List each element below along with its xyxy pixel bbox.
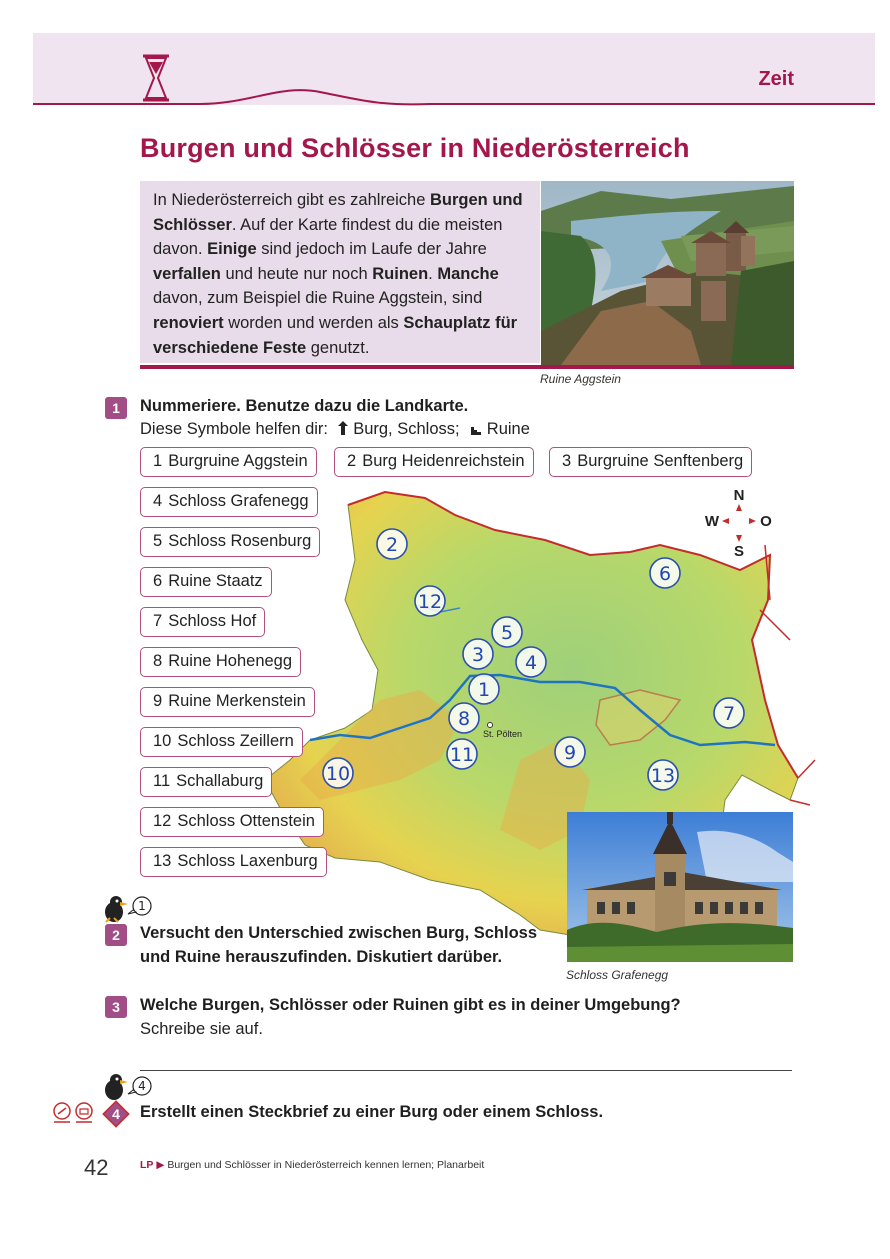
map-marker-number: 11 [449, 744, 475, 766]
castle-item-number: 5 [153, 532, 163, 550]
intro-highlight: Burgen und Schlösser [153, 191, 523, 234]
castle-item[interactable] [140, 807, 324, 837]
aggstein-caption: Ruine Aggstein [540, 372, 621, 386]
castle-item-label: Burg Heidenreichstein [362, 452, 525, 470]
castle-item[interactable] [140, 527, 320, 557]
castle-item[interactable] [140, 567, 272, 597]
castle-item-label: Schloss Grafenegg [168, 492, 309, 510]
castle-item-number: 11 [153, 772, 171, 790]
map-marker-number: 13 [650, 765, 676, 787]
footer-arrow-icon: ▶ [156, 1159, 165, 1171]
intro-segment: davon, zum Beispiel die Ruine Aggstein, sind [153, 289, 483, 308]
group-work-icon [50, 1100, 100, 1126]
castle-item-label: Burgruine Aggstein [168, 452, 308, 470]
symbols-prefix: Diese Symbole helfen dir: [140, 420, 329, 438]
city-label: St. Pölten [483, 729, 523, 739]
grafenegg-caption: Schloss Grafenegg [566, 968, 669, 982]
map-marker-number: 10 [325, 763, 351, 785]
grafenegg-photo [567, 812, 793, 962]
footer-note-text: Burgen und Schlösser in Niederösterreich kennen lernen; Planarbeit [167, 1159, 485, 1171]
castle-item-number: 9 [153, 692, 163, 710]
castle-item[interactable] [140, 607, 265, 637]
castle-item-number: 4 [153, 492, 163, 510]
page-number: 42 [84, 1155, 109, 1180]
map-marker[interactable] [516, 647, 546, 677]
intro-highlight: Schauplatz für verschiedene Feste [153, 313, 518, 357]
map-marker[interactable] [323, 758, 353, 788]
map-marker[interactable] [377, 529, 407, 559]
intro-segment: sind jedoch im Laufe der Jahre [256, 240, 487, 259]
map-marker-number: 9 [563, 742, 577, 764]
castle-item-label: Burgruine Senftenberg [577, 452, 744, 470]
map-marker-number: 1 [477, 679, 491, 701]
task-2-badge: 2 [105, 924, 127, 946]
intro-highlight: renoviert [153, 313, 224, 332]
footer-lp-label: LP [140, 1159, 154, 1171]
intro-segment: . Auf der Karte findest du die meisten davon. [153, 215, 503, 259]
intro-segment: . [428, 264, 438, 283]
task-2-bubble-number: 1 [138, 899, 146, 913]
map-marker[interactable] [714, 698, 744, 728]
castle-item-number: 6 [153, 572, 163, 590]
intro-segment: worden und werden als [223, 313, 404, 332]
castle-item-number: 2 [347, 452, 357, 470]
footer-note [140, 1159, 484, 1171]
compass-rose [705, 487, 772, 560]
compass-north-label: N [733, 487, 745, 504]
task-4-diamond-badge [101, 1099, 131, 1129]
raven-mascot-icon [100, 892, 160, 926]
map-marker-number: 4 [524, 652, 538, 674]
intro-segment: genutzt. [306, 338, 370, 357]
task-2-line1: Versucht den Unterschied zwischen Burg, Schloss [140, 924, 538, 942]
symbol-castle-label: Burg, Schloss; [353, 420, 460, 438]
map-marker[interactable] [415, 586, 445, 616]
page-title: Burgen und Schlösser in Niederösterreich [140, 133, 690, 163]
task-1-title: Nummeriere. Benutze dazu die Landkarte. [140, 397, 469, 415]
task-1-badge: 1 [105, 397, 127, 419]
map-marker[interactable] [449, 703, 479, 733]
task-3-title: Welche Burgen, Schlösser oder Ruinen gibt es in deiner Umgebung? [140, 996, 681, 1014]
castle-item-label: Schallaburg [176, 772, 264, 790]
castle-item[interactable] [140, 847, 327, 877]
map-marker[interactable] [447, 739, 477, 769]
intro-highlight: Ruinen [372, 264, 429, 283]
castle-item-label: Schloss Zeillern [177, 732, 294, 750]
intro-segment: In Niederösterreich gibt es zahlreiche [153, 191, 430, 209]
castle-item-label: Schloss Rosenburg [168, 532, 312, 550]
map-marker-number: 12 [417, 591, 443, 613]
map-marker[interactable] [648, 760, 678, 790]
compass-east-label: O [760, 513, 772, 530]
castle-item[interactable] [334, 447, 534, 477]
map-marker[interactable] [650, 558, 680, 588]
task-3-sub: Schreibe sie auf. [140, 1020, 263, 1038]
map-marker-number: 6 [658, 563, 672, 585]
map-marker[interactable] [555, 737, 585, 767]
castle-item-number: 13 [153, 852, 172, 870]
castle-item-number: 12 [153, 812, 172, 830]
castle-item[interactable] [140, 767, 272, 797]
map-marker-number: 3 [471, 644, 485, 666]
castle-item-number: 10 [153, 732, 172, 750]
compass-west-label: W [704, 513, 720, 530]
map-marker[interactable] [492, 617, 522, 647]
castle-item-number: 1 [153, 452, 163, 470]
task-4-title: Erstellt einen Steckbrief zu einer Burg oder einem Schloss. [140, 1103, 604, 1121]
intro-highlight: Manche [437, 264, 499, 283]
castle-item-label: Schloss Ottenstein [177, 812, 315, 830]
castle-item[interactable] [140, 447, 317, 477]
intro-highlight: Einige [207, 240, 257, 259]
castle-item[interactable] [140, 727, 303, 757]
symbol-ruin-label: Ruine [486, 420, 530, 438]
section-label: Zeit [758, 68, 794, 90]
castle-item-number: 3 [562, 452, 572, 470]
castle-item[interactable] [140, 687, 315, 717]
castle-item[interactable] [140, 487, 318, 517]
compass-south-label: S [733, 543, 745, 560]
map-marker[interactable] [463, 639, 493, 669]
task-4-bubble-number: 4 [138, 1079, 146, 1093]
map-marker-number: 7 [722, 703, 736, 725]
castle-item[interactable] [549, 447, 752, 477]
castle-item-number: 7 [153, 612, 163, 630]
castle-item-label: Ruine Merkenstein [168, 692, 306, 710]
task-4-number: 4 [112, 1106, 120, 1122]
castle-item-number: 8 [153, 652, 163, 670]
map-marker-number: 8 [457, 708, 471, 730]
map-marker[interactable] [469, 674, 499, 704]
castle-item[interactable] [140, 647, 301, 677]
castle-item-label: Schloss Laxenburg [177, 852, 318, 870]
castle-item-label: Schloss Hof [168, 612, 257, 630]
castle-item-label: Ruine Staatz [168, 572, 263, 590]
map-marker-number: 5 [500, 622, 514, 644]
task-2-line2: und Ruine herauszufinden. Diskutiert darüber. [140, 948, 503, 966]
task-3-badge: 3 [105, 996, 127, 1018]
intro-highlight: verfallen [153, 264, 221, 283]
map-marker-number: 2 [385, 534, 399, 556]
intro-segment: und heute nur noch [220, 264, 373, 283]
castle-item-label: Ruine Hohenegg [168, 652, 293, 670]
answer-line[interactable] [140, 1070, 792, 1071]
